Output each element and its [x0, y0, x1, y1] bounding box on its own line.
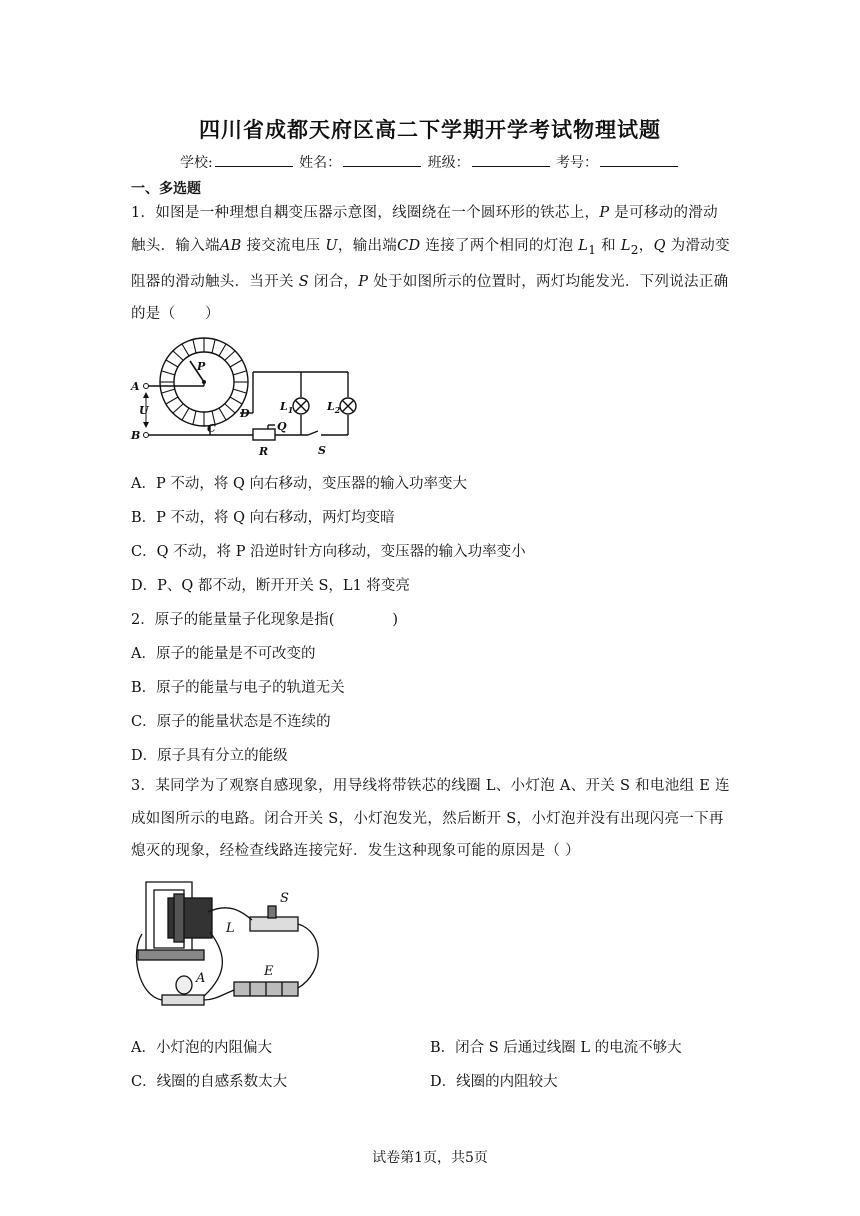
- q1-text: 连接了两个相同的灯泡: [420, 237, 579, 254]
- autotransformer-circuit-figure: [128, 335, 360, 463]
- option-key: A．: [131, 476, 156, 492]
- wire: [136, 934, 162, 1000]
- question-3-stem: 3．某同学为了观察自感现象，用导线将带铁芯的线圈 L、小灯泡 A、开关 S 和电池组 E 连成如图所示的电路。闭合开关 S，小灯泡发光，然后断开 S，小灯泡并没有出现闪亮一下再熄灭的现象，经检查线路连接完好．发生这种现象可能的原因是（ ）: [131, 778, 730, 859]
- option-key: A．: [131, 1040, 156, 1056]
- q1-var: S: [298, 273, 309, 290]
- q2-option-d[interactable]: [131, 744, 288, 765]
- option-text: 原子的能量与电子的轨道无关: [156, 680, 345, 696]
- option-key: D．: [430, 1074, 457, 1090]
- rheostat-r: [253, 429, 275, 440]
- option-text: 原子的能量是不可改变的: [155, 646, 316, 662]
- label-l2: $L_2$: [327, 400, 341, 415]
- option-text: 原子的能量状态是不连续的: [156, 714, 331, 730]
- q1-text: 接交流电压: [241, 237, 326, 254]
- option-key: B．: [430, 1040, 456, 1056]
- q1-text: 和: [596, 237, 621, 254]
- question-1-stem: [131, 197, 731, 331]
- q1-number: 1．: [131, 205, 156, 221]
- q3-option-c[interactable]: [131, 1070, 287, 1091]
- q1-subscript: 2: [630, 242, 639, 257]
- exam-number-label: 考号：: [556, 155, 599, 171]
- name-label: 姓名：: [299, 155, 342, 171]
- label-q: Q: [277, 420, 287, 433]
- option-key: D．: [131, 748, 158, 764]
- wire: [208, 908, 252, 920]
- q1-subscript: 1: [588, 242, 597, 257]
- q1-var: CD: [397, 237, 421, 254]
- q1-option-d[interactable]: [131, 574, 410, 595]
- q1-var: P: [358, 273, 369, 290]
- label-r: R: [259, 445, 269, 458]
- option-key: C．: [131, 1074, 157, 1090]
- wire: [298, 924, 318, 988]
- name-blank: [343, 154, 421, 167]
- coil-base: [138, 950, 204, 960]
- label-s: S: [318, 444, 326, 457]
- q1-var: L: [578, 237, 589, 254]
- q1-text: 如图是一种理想自耦变压器示意图，线圈绕在一个圆环形的铁芯上，: [155, 205, 600, 221]
- class-label: 班级：: [427, 155, 470, 171]
- option-text: 小灯泡的内阻偏大: [155, 1040, 272, 1056]
- label-l: L: [226, 921, 235, 936]
- label-d: D: [240, 407, 250, 420]
- option-key: C．: [131, 544, 157, 560]
- option-text: 线圈的自感系数太大: [156, 1074, 288, 1090]
- option-text: 线圈的内阻较大: [456, 1074, 558, 1090]
- q3-option-a[interactable]: [131, 1036, 272, 1057]
- option-text: P 不动，将 Q 向右移动，两灯均变暗: [156, 510, 395, 526]
- label-l1: $L_1$: [280, 400, 294, 415]
- q1-text: ，: [638, 237, 654, 254]
- class-blank: [472, 154, 550, 167]
- q1-option-c[interactable]: [131, 540, 526, 561]
- q1-option-b[interactable]: [131, 506, 395, 527]
- school-label: 学校:: [179, 155, 213, 171]
- section-heading: 一、多选题: [131, 181, 201, 197]
- option-key: D．: [131, 578, 158, 594]
- bulb-a: [176, 976, 192, 994]
- page-footer: 试卷第1页，共5页: [372, 1150, 488, 1166]
- label-e: E: [264, 964, 274, 979]
- q3-option-d[interactable]: [430, 1070, 558, 1091]
- q1-text: 为滑动变阻器的滑动触头．当开关: [131, 237, 730, 290]
- q3-option-b[interactable]: [430, 1036, 682, 1057]
- label-a: A: [131, 380, 140, 393]
- q1-var: AB: [219, 237, 242, 254]
- q1-var: P: [599, 205, 610, 221]
- q2-option-b[interactable]: [131, 676, 345, 697]
- option-key: B．: [131, 510, 157, 526]
- label-a: A: [196, 971, 206, 986]
- q1-text: 闭合，: [308, 273, 359, 290]
- option-text: 原子具有分立的能级: [157, 748, 288, 764]
- label-c: C: [207, 422, 216, 435]
- label-u: U: [139, 404, 149, 417]
- q2-option-c[interactable]: [131, 710, 331, 731]
- label-b: B: [131, 429, 141, 442]
- label-p: P: [197, 360, 206, 373]
- option-key: C．: [131, 714, 157, 730]
- student-info-line: [0, 152, 860, 172]
- q1-var: L: [620, 237, 631, 254]
- q1-text: 是可移动的滑动触头．输入端: [131, 205, 718, 254]
- wire: [204, 932, 222, 996]
- bulb-base: [162, 995, 204, 1005]
- q1-var: U: [325, 237, 338, 254]
- option-text: 闭合 S 后通过线圈 L 的电流不够大: [455, 1040, 682, 1056]
- exam-number-blank: [600, 154, 678, 167]
- switch-s: [308, 431, 318, 435]
- q1-var: Q: [653, 237, 666, 254]
- option-text: P、Q 都不动，断开开关 S，L1 将变亮: [157, 578, 410, 594]
- switch-s-lever: [268, 906, 276, 918]
- q1-text: ，输出端: [337, 237, 398, 254]
- option-text: P 不动，将 Q 向右移动，变压器的输入功率变大: [155, 476, 467, 492]
- option-key: A．: [131, 646, 156, 662]
- q1-text: 处于如图所示的位置时，两灯均能发光．下列说法正确的是（ ）: [131, 273, 729, 323]
- option-key: B．: [131, 680, 157, 696]
- school-blank: [215, 154, 293, 167]
- label-s: S: [280, 891, 289, 906]
- q2-option-a[interactable]: [131, 642, 315, 663]
- self-inductance-apparatus-figure: [130, 872, 330, 1020]
- option-text: Q 不动，将 P 沿逆时针方向移动，变压器的输入功率变小: [156, 544, 526, 560]
- question-2-stem: 2．原子的能量量子化现象是指( ): [131, 612, 399, 628]
- q1-option-a[interactable]: [131, 472, 467, 493]
- switch-s-base: [250, 917, 298, 931]
- exam-title: 四川省成都天府区高二下学期开学考试物理试题: [199, 117, 661, 142]
